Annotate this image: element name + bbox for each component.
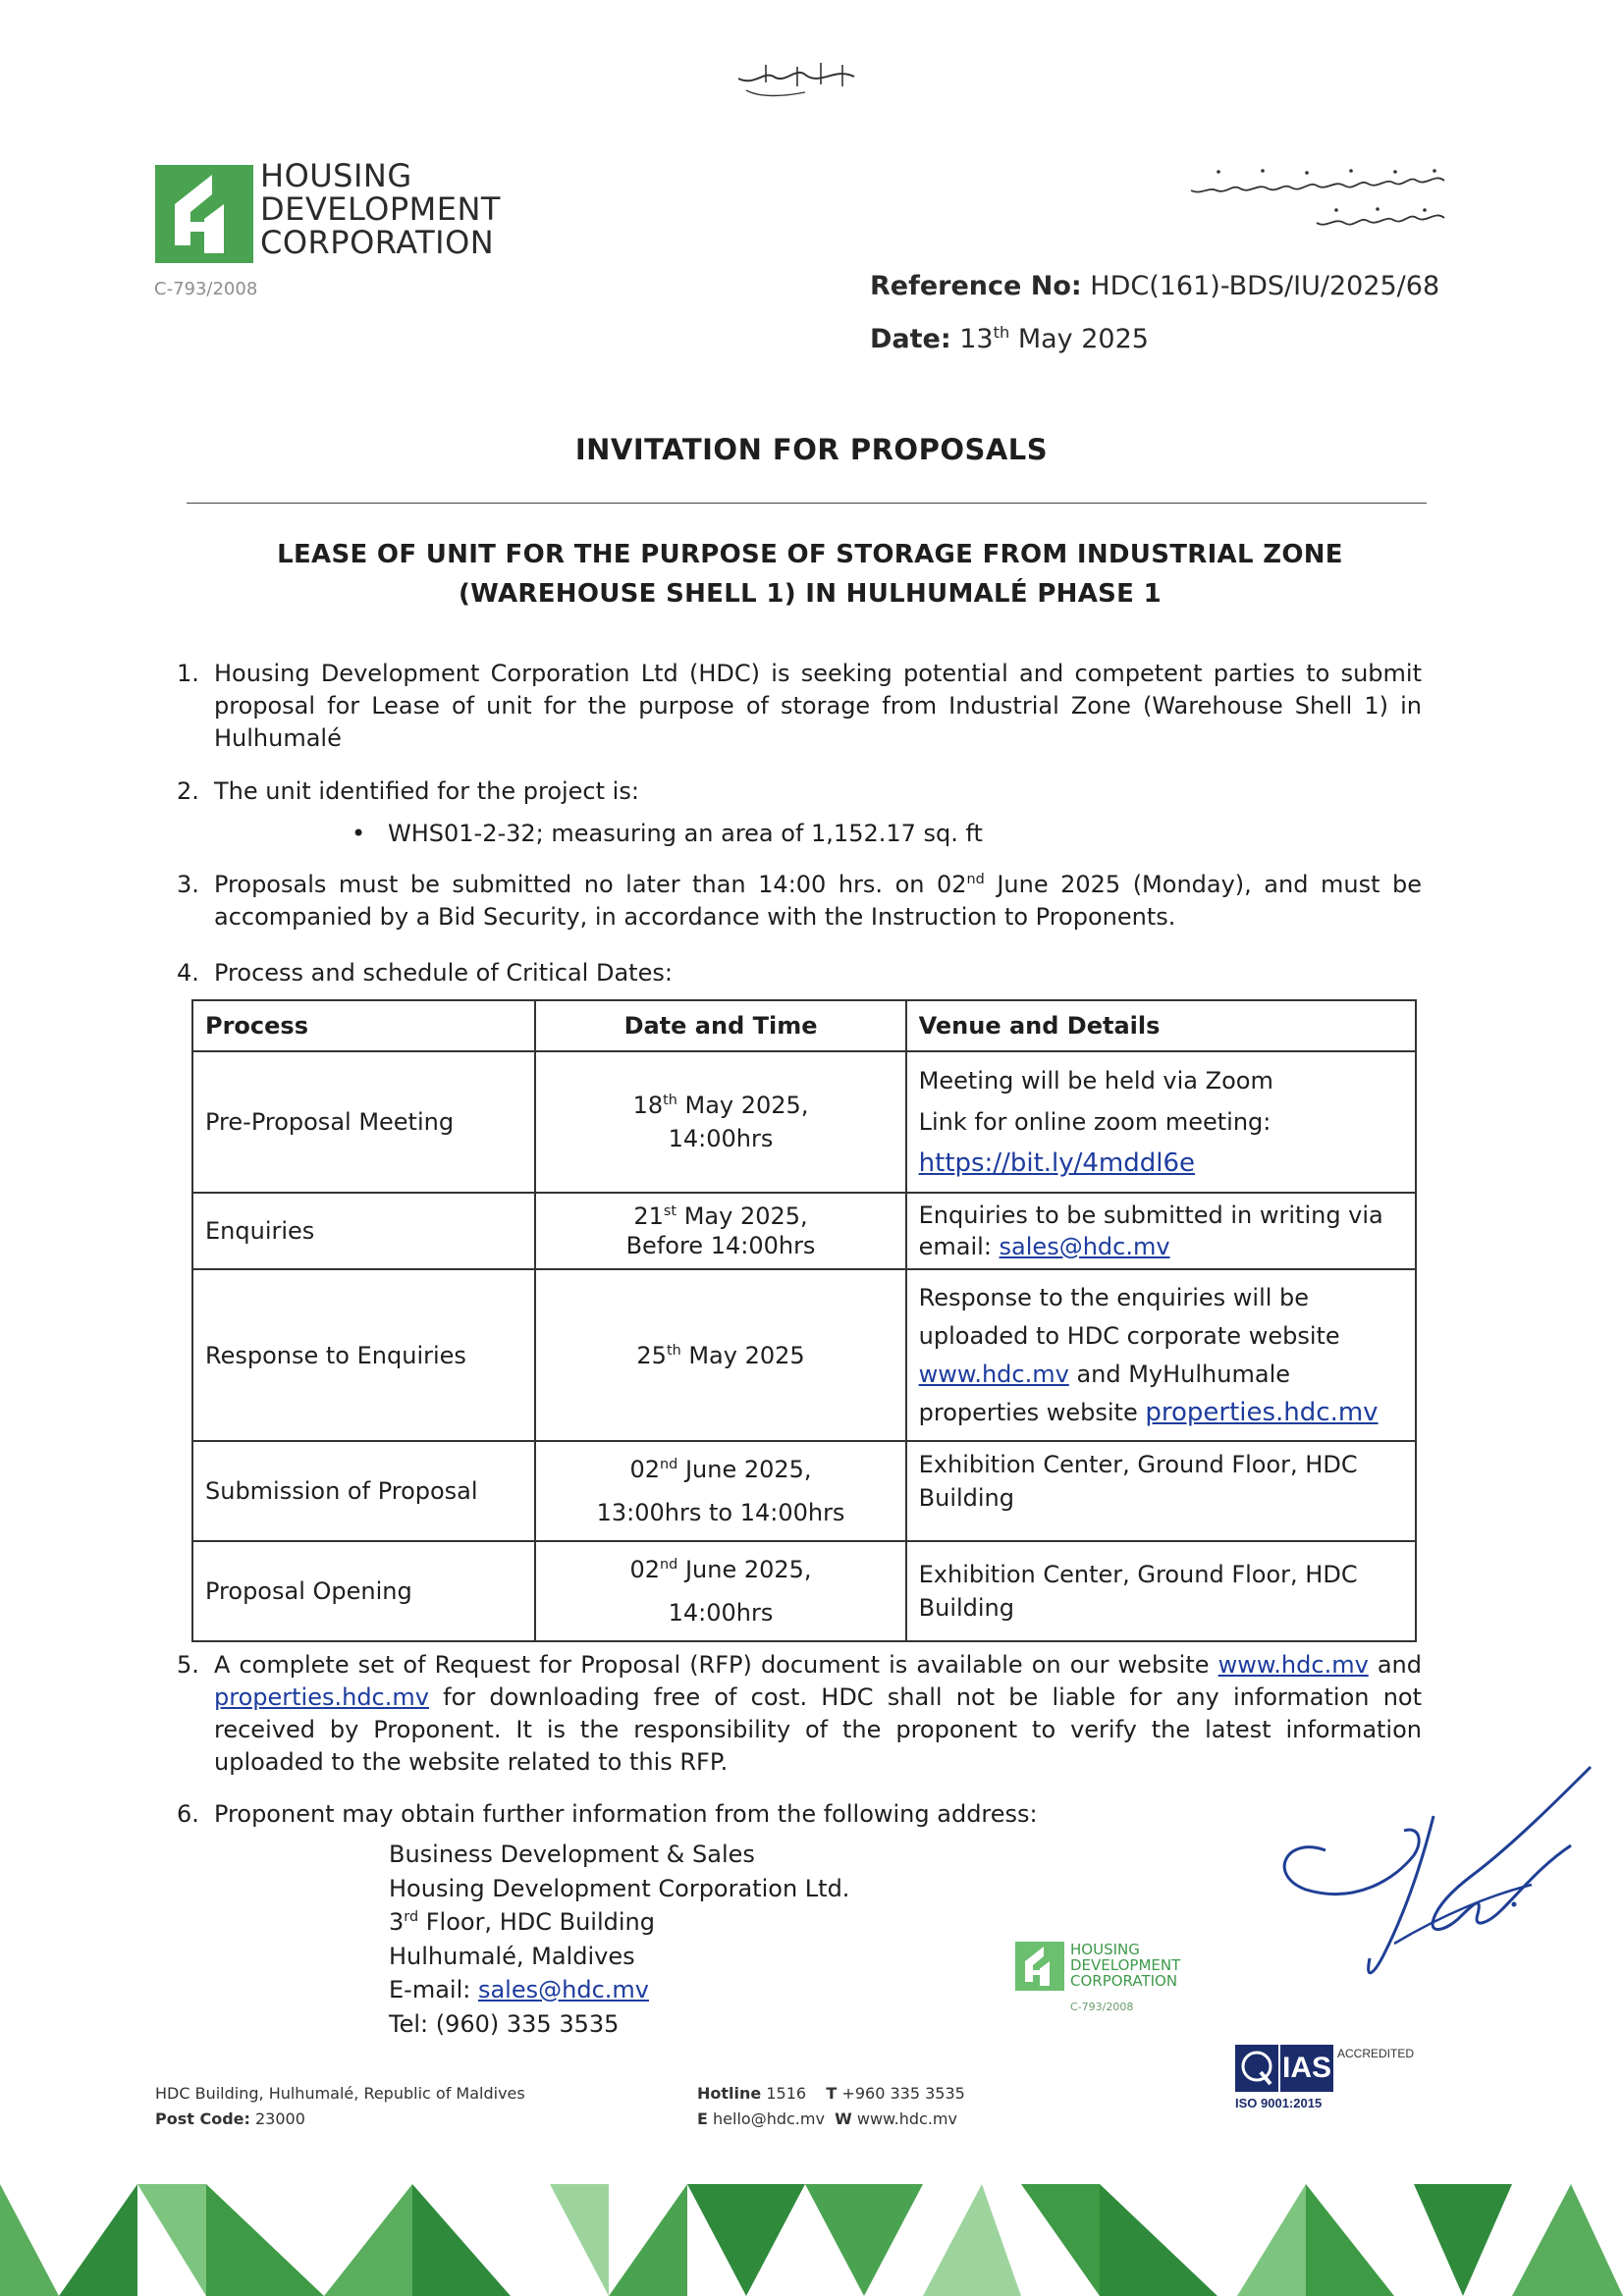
date-suffix: th (993, 323, 1010, 342)
date-rest: June 2025, (677, 1456, 812, 1483)
reference-number (870, 271, 1439, 301)
properties-website-link[interactable]: properties.hdc.mv (214, 1683, 429, 1711)
date-rest: May 2025, (676, 1202, 808, 1230)
hdc-website-link[interactable]: www.hdc.mv (1217, 1651, 1369, 1679)
date-cell (535, 1541, 905, 1641)
email-label: E (697, 2109, 708, 2128)
address-line: Hulhumalé, Maldives (389, 1942, 635, 1970)
venue-line: properties website (918, 1398, 1146, 1426)
email-label: E-mail: (389, 1976, 478, 2003)
item-3-sup: nd (966, 872, 985, 887)
time: 14:00hrs (668, 1125, 774, 1152)
accredited-label: ACCREDITED (1337, 2047, 1415, 2060)
stamp-logo-icon (1015, 1942, 1064, 1991)
schedule-table (191, 999, 1417, 1642)
address-floor: 3 (389, 1908, 405, 1936)
date-rest: May 2025, (676, 1092, 809, 1119)
address-floor-rest: Floor, HDC Building (418, 1908, 655, 1936)
header-process: Process (192, 1000, 535, 1051)
item-3-text-a: Proposals must be submitted no later than 14:00 hrs. on 02 (214, 871, 967, 898)
date-cell (535, 1051, 905, 1193)
venue-line: uploaded to HDC corporate website (918, 1321, 1340, 1350)
reference-label: Reference No: (870, 271, 1082, 301)
hdc-website-link[interactable]: www.hdc.mv (918, 1360, 1069, 1388)
postcode-value: 23000 (255, 2109, 305, 2128)
table-row (192, 1541, 1416, 1641)
date-suffix: nd (660, 1457, 678, 1472)
unit-details: WHS01-2-32; measuring an area of 1,152.17 sq. ft (388, 820, 983, 847)
tel-value: +960 335 3535 (841, 2084, 965, 2103)
stamp-line: DEVELOPMENT (1070, 1956, 1181, 1974)
header-venue: Venue and Details (906, 1000, 1416, 1051)
date-cell (535, 1193, 905, 1269)
date-cell (535, 1441, 905, 1541)
footer-website[interactable]: www.hdc.mv (856, 2109, 957, 2128)
tel-label: T (826, 2084, 838, 2103)
date-day: 18 (632, 1092, 664, 1119)
time: 14:00hrs (668, 1599, 774, 1627)
venue-line: Response to the enquiries will be (918, 1283, 1310, 1311)
title-divider (187, 503, 1427, 504)
address-line: Business Development & Sales (389, 1841, 755, 1868)
item-5-number: 5. (177, 1651, 199, 1679)
item-6-number: 6. (177, 1800, 199, 1828)
hotline-label: Hotline (697, 2084, 762, 2103)
venue-line: email: (918, 1233, 1000, 1260)
item-2-text: The unit identified for the project is: (214, 777, 639, 805)
stamp-reg: C-793/2008 (1070, 2001, 1134, 2013)
table-row (192, 1441, 1416, 1541)
document-date (870, 324, 1149, 354)
time: Before 14:00hrs (625, 1232, 816, 1259)
footer-contact-line (697, 2107, 965, 2132)
footer-contact-line (697, 2081, 965, 2107)
date-suffix: th (663, 1093, 677, 1108)
iso-certification-badge (1235, 2045, 1451, 2123)
address-line (389, 1905, 849, 1940)
hdc-logo-icon (155, 165, 253, 263)
web-label: W (835, 2109, 852, 2128)
table-header-row (192, 1000, 1416, 1051)
stamp-line: HOUSING (1070, 1941, 1140, 1958)
registration-number: C-793/2008 (154, 279, 258, 299)
ias-mark: IAS (1280, 2045, 1333, 2092)
bullet-marker: • (352, 820, 366, 847)
document-subtitle: LEASE OF UNIT FOR THE PURPOSE OF STORAGE FROM INDUSTRIAL ZONE (WAREHOUSE SHELL 1) IN HULHUMALÉ PHASE 1 (277, 540, 1343, 609)
date-day: 02 (629, 1556, 661, 1583)
item-4-text: Process and schedule of Critical Dates: (214, 959, 673, 987)
process-cell: Response to Enquiries (192, 1269, 535, 1441)
address-line (389, 1973, 849, 2007)
process-cell: Submission of Proposal (192, 1441, 535, 1541)
venue-cell (906, 1051, 1416, 1193)
item-3-number: 3. (177, 871, 199, 898)
header-date-time: Date and Time (535, 1000, 905, 1051)
footer-address (155, 2081, 525, 2132)
time: 13:00hrs to 14:00hrs (596, 1499, 845, 1526)
item-1-number: 1. (177, 660, 199, 687)
company-name-line3: CORPORATION (260, 224, 495, 261)
venue-line: Building (918, 1484, 1014, 1512)
footer-postcode (155, 2107, 525, 2132)
date-suffix: nd (660, 1557, 678, 1573)
process-cell: Pre-Proposal Meeting (192, 1051, 535, 1193)
contact-email-link[interactable]: sales@hdc.mv (477, 1976, 649, 2003)
date-label: Date: (870, 324, 951, 354)
item-1-text: Housing Development Corporation Ltd (HDC) is seeking potential and competent parties to submit proposal for Lease of unit for the purpose of storage from Industrial Zone (Warehouse Shell 1) in Hulhumalé (214, 660, 1422, 752)
venue-line: Exhibition Center, Ground Floor, HDC (918, 1451, 1358, 1478)
footer-email[interactable]: hello@hdc.mv (713, 2109, 825, 2128)
date-rest: June 2025, (677, 1556, 812, 1583)
venue-line: Building (918, 1594, 1014, 1622)
document-title: INVITATION FOR PROPOSALS (574, 433, 1049, 466)
item-5-text-c: for downloading free of cost. HDC shall not be liable for any information not received by Proponent. It is the responsibility of the proponent to verify the latest information uploaded to the website related to this RFP. (214, 1683, 1422, 1776)
address-floor-suffix: rd (404, 1909, 419, 1925)
company-name (260, 159, 501, 259)
venue-line: and MyHulhumale (1068, 1360, 1290, 1388)
company-name-line1: HOUSING (260, 157, 412, 194)
venue-line: Enquiries to be submitted in writing via (918, 1201, 1383, 1229)
footer-address-line: HDC Building, Hulhumalé, Republic of Maldives (155, 2084, 525, 2103)
venue-line: Meeting will be held via Zoom (918, 1067, 1273, 1095)
date-cell (535, 1269, 905, 1441)
zoom-meeting-link[interactable]: https://bit.ly/4mddl6e (918, 1148, 1196, 1178)
address-line: Tel: (960) 335 3535 (389, 2009, 620, 2038)
date-rest: May 2025 (680, 1341, 805, 1369)
date-day: 21 (633, 1202, 664, 1230)
item-4-number: 4. (177, 959, 199, 987)
venue-cell (906, 1269, 1416, 1441)
dhivehi-header-script (1150, 167, 1454, 236)
table-row (192, 1269, 1416, 1441)
table-row (192, 1051, 1416, 1193)
certification-seal-icon (1235, 2045, 1278, 2092)
process-cell: Enquiries (192, 1193, 535, 1269)
company-stamp (1015, 1942, 1202, 2020)
properties-website-link[interactable]: properties.hdc.mv (1145, 1397, 1379, 1427)
venue-line: Exhibition Center, Ground Floor, HDC (918, 1561, 1358, 1588)
process-cell: Proposal Opening (192, 1541, 535, 1641)
enquiry-email-link[interactable]: sales@hdc.mv (999, 1233, 1170, 1260)
reference-value: HDC(161)-BDS/IU/2025/68 (1090, 271, 1440, 301)
item-5-text-a: A complete set of Request for Proposal (RFP) document is available on our website (214, 1651, 1218, 1679)
address-line: Housing Development Corporation Ltd. (389, 1874, 850, 1902)
date-suffix: st (663, 1203, 677, 1219)
date-day: 02 (629, 1456, 661, 1483)
date-day: 13 (959, 324, 994, 354)
item-2-number: 2. (177, 777, 199, 805)
venue-cell (906, 1541, 1416, 1641)
venue-cell (906, 1441, 1416, 1541)
item-6-text: Proponent may obtain further information from the following address: (214, 1800, 1038, 1828)
contact-address (389, 1838, 849, 2041)
date-day: 25 (636, 1341, 667, 1369)
postcode-label: Post Code: (155, 2109, 250, 2128)
footer-contacts (697, 2081, 965, 2132)
item-3-text (214, 869, 1422, 934)
item-3-text-b: June 2025 (Monday), and must be accompanied by a Bid Security, in accordance with the Instruction to Proponents. (214, 871, 1422, 931)
venue-line: Link for online zoom meeting: (918, 1108, 1271, 1136)
hotline-value: 1516 (766, 2084, 807, 2103)
item-5-text (214, 1649, 1422, 1779)
company-name-line2: DEVELOPMENT (260, 190, 501, 228)
date-rest: May 2025 (1017, 324, 1149, 354)
footer-triangle-band (0, 2164, 1623, 2296)
item-5-text-b: and (1368, 1651, 1423, 1679)
date-suffix: th (666, 1342, 681, 1359)
table-row (192, 1193, 1416, 1269)
signature (1247, 1757, 1600, 2002)
stamp-line: CORPORATION (1070, 1972, 1178, 1990)
iso-standard: ISO 9001:2015 (1235, 2096, 1323, 2110)
venue-cell (906, 1193, 1416, 1269)
bismillah-calligraphy (727, 57, 864, 106)
stamp-name (1070, 1942, 1180, 1989)
